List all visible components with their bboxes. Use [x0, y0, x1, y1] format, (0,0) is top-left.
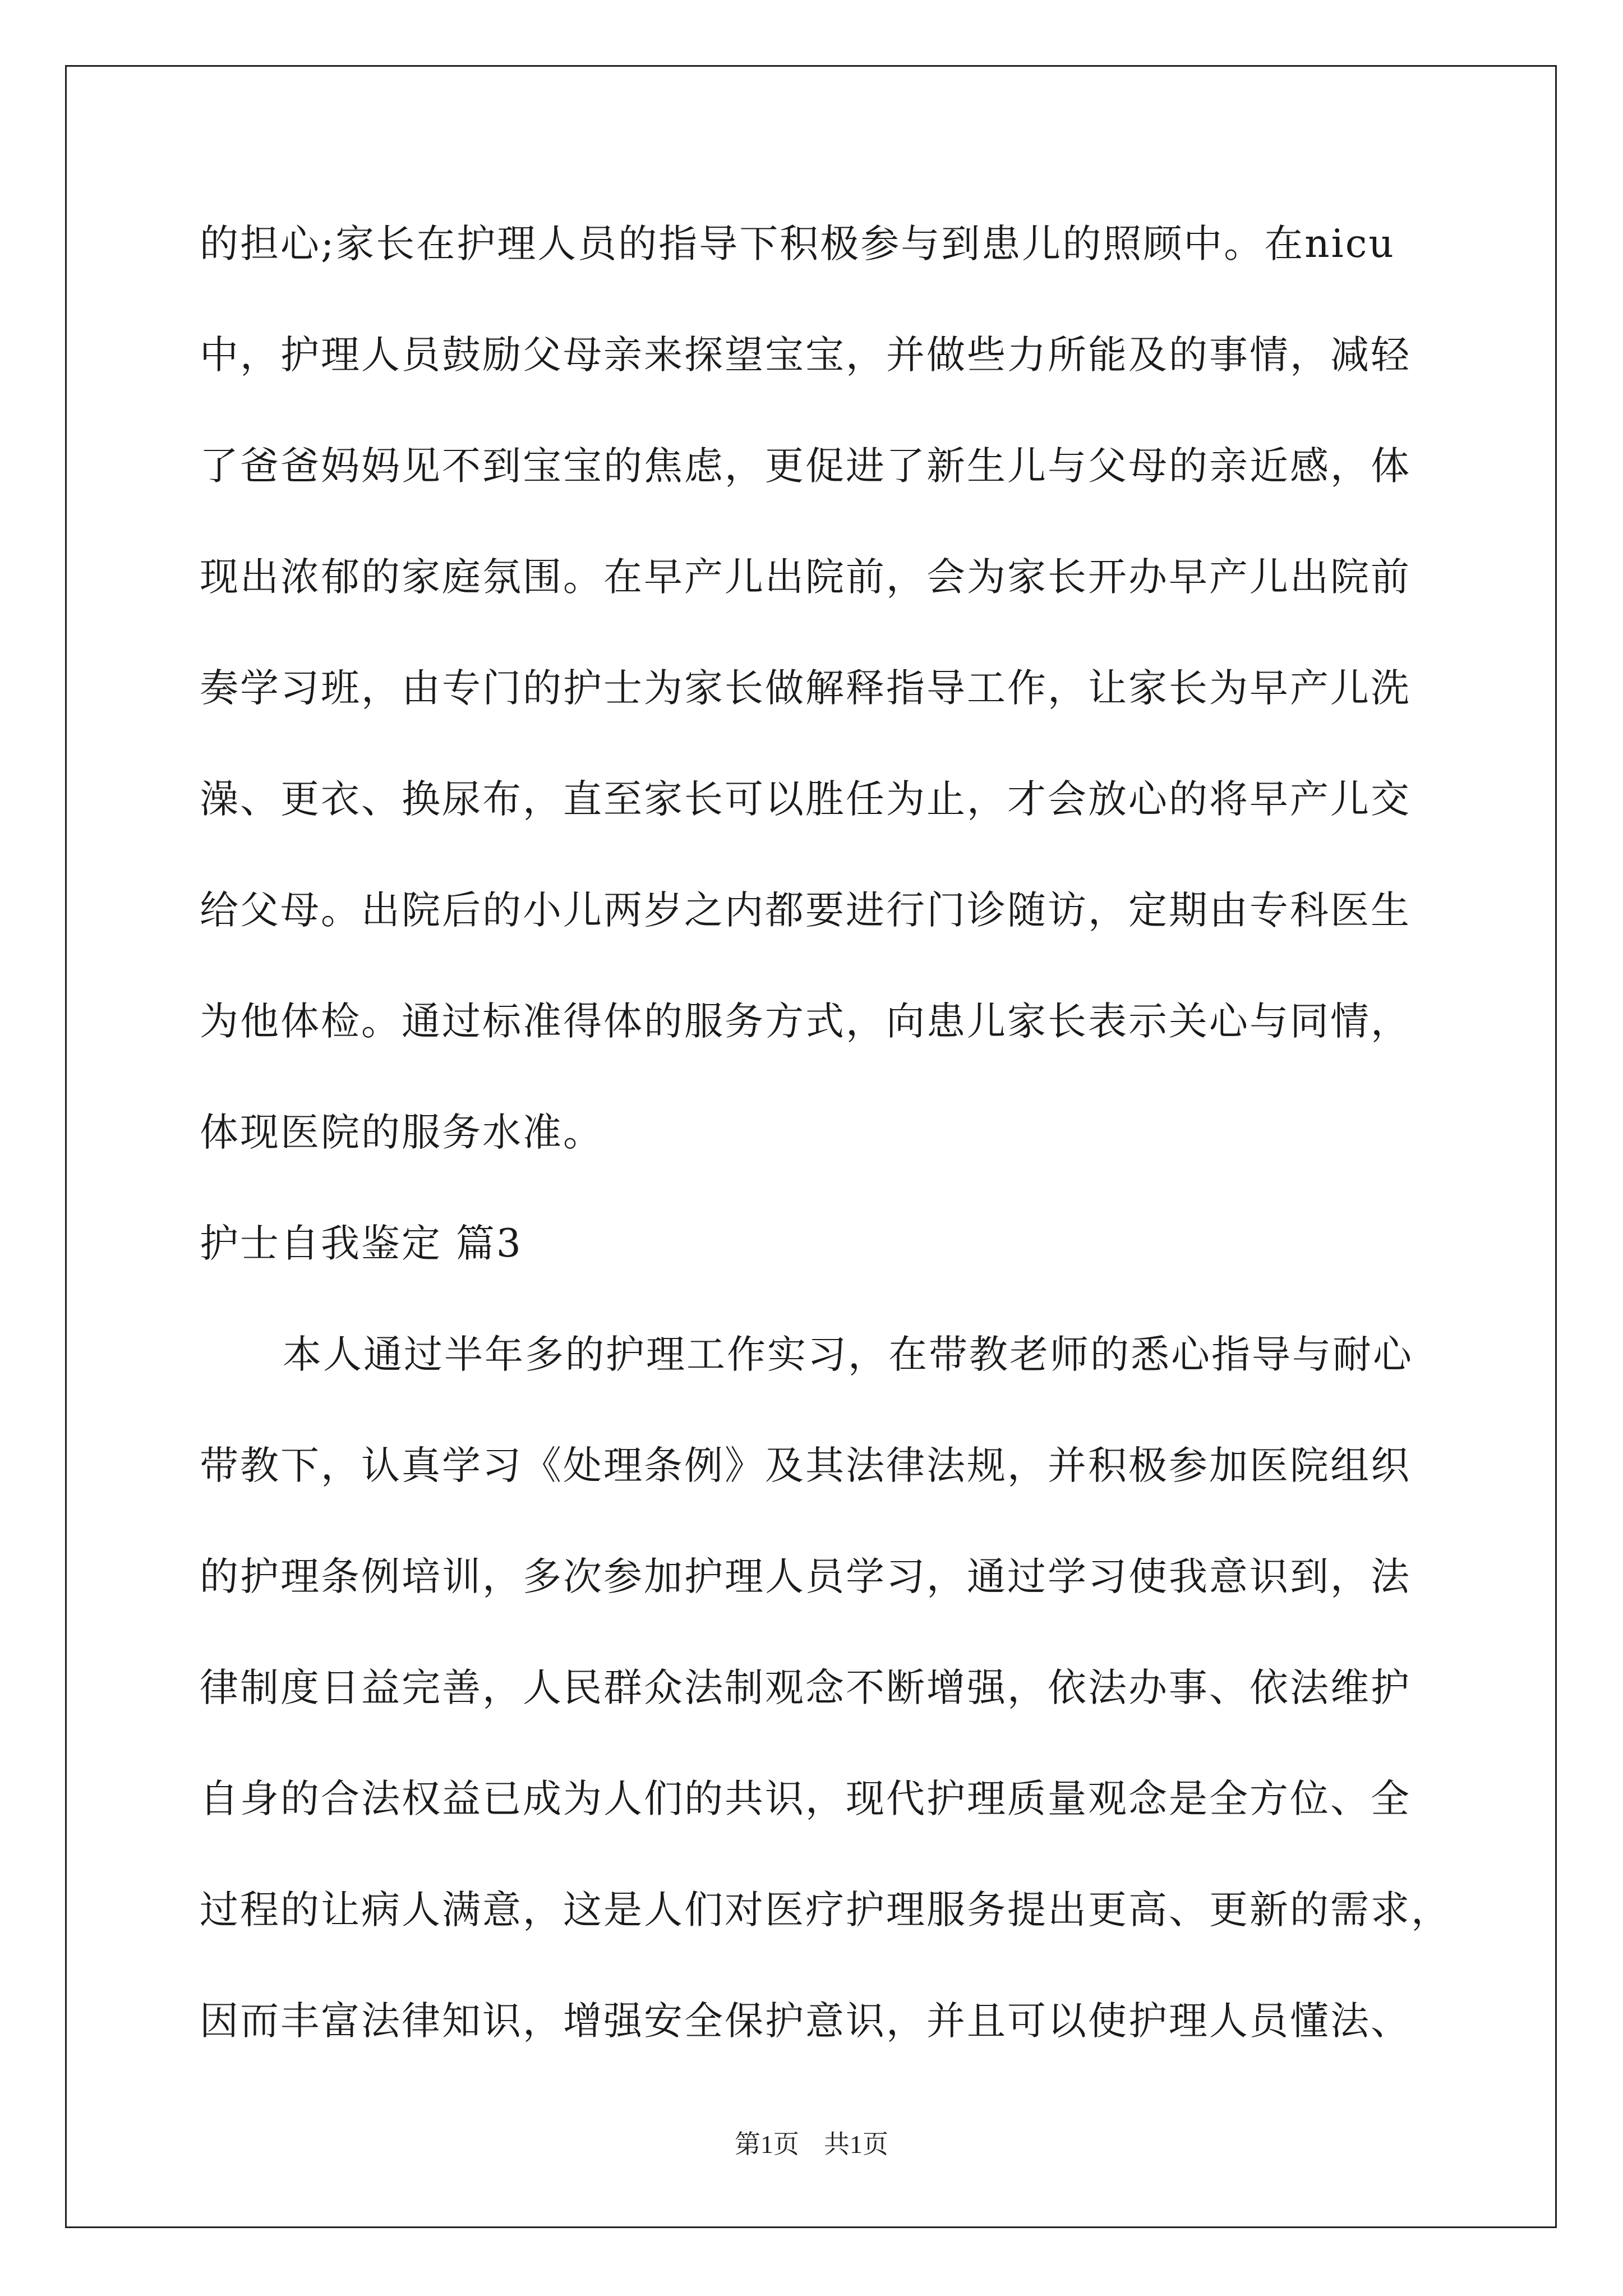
paragraph-line: 中，护理人员鼓励父母亲来探望宝宝，并做些力所能及的事情，减轻 — [200, 333, 1411, 378]
paragraph-line: 给父母。出院后的小儿两岁之内都要进行门诊随访，定期由专科医生 — [200, 888, 1411, 933]
paragraph-line: 带教下，认真学习《处理条例》及其法律法规，并积极参加医院组织 — [200, 1443, 1411, 1488]
paragraph-line: 现出浓郁的家庭氛围。在早产儿出院前，会为家长开办早产儿出院前 — [200, 555, 1411, 600]
paragraph-line: 了爸爸妈妈见不到宝宝的焦虑，更促进了新生儿与父母的亲近感，体 — [200, 444, 1411, 489]
section-heading: 护士自我鉴定 篇3 — [200, 1221, 523, 1266]
paragraph-line: 澡、更衣、换尿布，直至家长可以胜任为止，才会放心的将早产儿交 — [200, 777, 1411, 822]
paragraph-line: 律制度日益完善，人民群众法制观念不断增强，依法办事、依法维护 — [200, 1665, 1411, 1710]
paragraph-line: 因而丰富法律知识，增强安全保护意识，并且可以使护理人员懂法、 — [200, 1999, 1411, 2044]
paragraph-line: 自身的合法权益已成为人们的共识，现代护理质量观念是全方位、全 — [200, 1777, 1411, 1821]
page-number: 第1页 — [735, 2130, 799, 2159]
paragraph-line: 过程的让病人满意，这是人们对医疗护理服务提出更高、更新的需求， — [200, 1888, 1451, 1932]
page-total: 共1页 — [824, 2130, 888, 2159]
paragraph-line: 为他体检。通过标准得体的服务方式，向患儿家长表示关心与同情， — [200, 999, 1411, 1044]
paragraph-line: 的担心;家长在护理人员的指导下积极参与到患儿的照顾中。在nicu — [200, 222, 1395, 266]
document-body — [200, 222, 1461, 2110]
page-footer — [0, 2124, 1623, 2161]
paragraph-line: 奏学习班，由专门的护士为家长做解释指导工作，让家长为早产儿洗 — [200, 666, 1411, 711]
paragraph-line: 体现医院的服务水准。 — [200, 1110, 603, 1155]
paragraph-line: 的护理条例培训，多次参加护理人员学习，通过学习使我意识到，法 — [200, 1554, 1411, 1599]
paragraph-line: 本人通过半年多的护理工作实习，在带教老师的悉心指导与耐心 — [283, 1332, 1413, 1377]
